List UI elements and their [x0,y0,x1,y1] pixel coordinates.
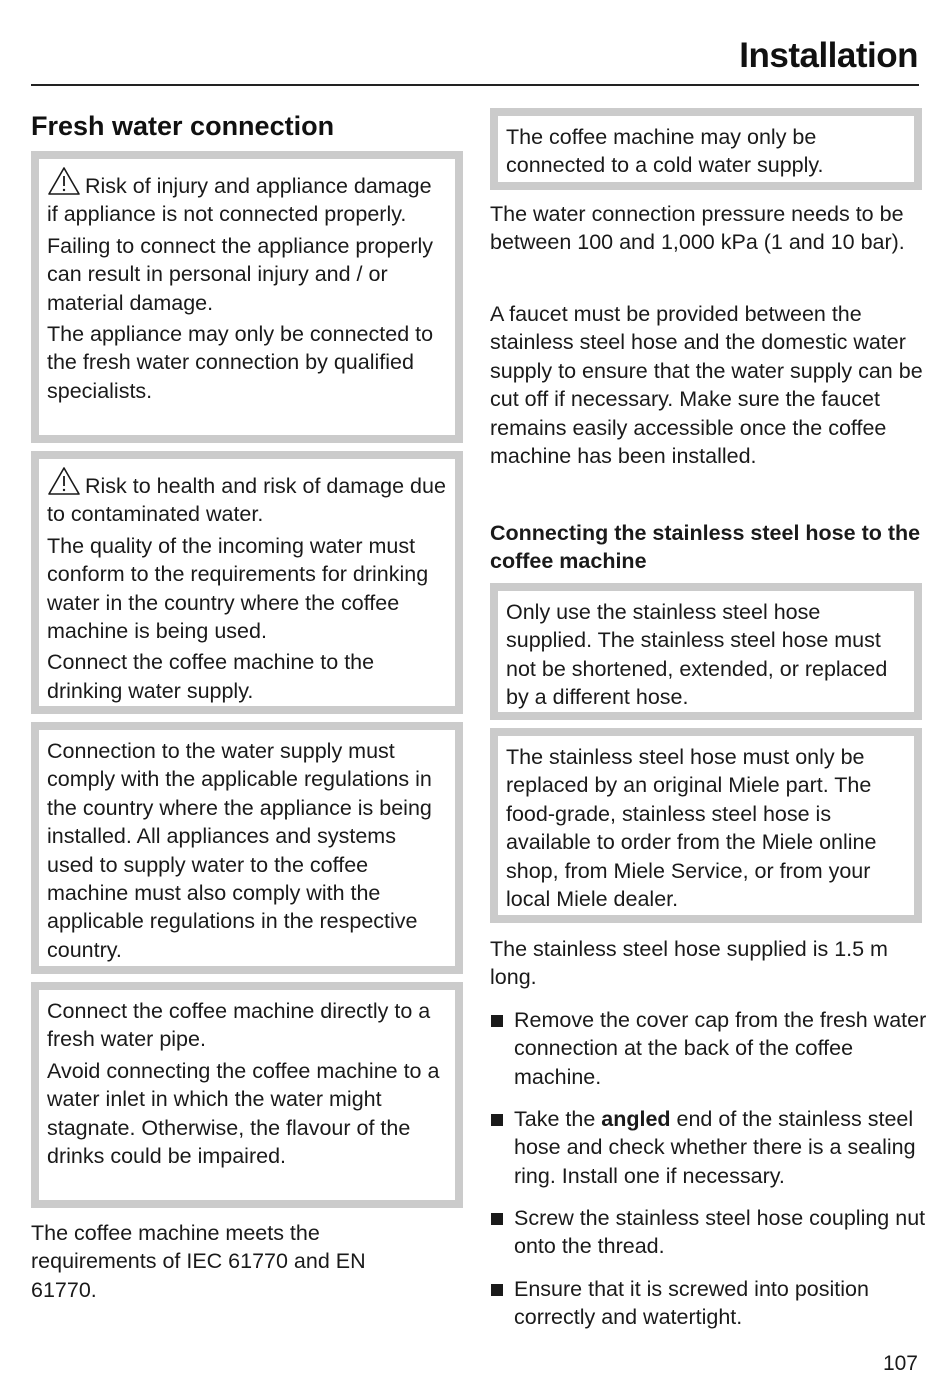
warning-lead [47,166,447,229]
note-box-replace-hose [490,728,922,923]
note-box-cold-water [490,108,922,190]
bullet-square-icon [491,1114,503,1126]
warning-text: The appliance may only be connected to the fresh water connection by qualified specialists. [47,322,434,403]
pressure-paragraph: The water connection pressure needs to be between 100 and 1,000 kPa (1 and 10 bar). [490,202,905,255]
faucet-paragraph: A faucet must be provided between the stainless steel hose and the domestic water supply to ensure that the water supply can be cut off if necessary. Make sure the faucet remains easily accessible once the coffee machine has been installed. [490,302,923,469]
step-text: Ensure that it is screwed into position correctly and watertight. [514,1277,869,1330]
subheading-connecting-hose: Connecting the stainless steel hose to the coffee machine [490,521,921,574]
warning-lead-text: Risk of injury and appliance damage if appliance is not connected properly. [47,174,432,227]
warning-triangle-icon [47,166,85,196]
note-box-regulations [31,722,463,974]
step-text: Remove the cover cap from the fresh water connection at the back of the coffee machine. [514,1008,927,1089]
warning-box-health [31,451,463,714]
note-text: Connection to the water supply must comply with the applicable regulations in the country where the appliance is being installed. All appliances and systems used to supply water to the coffee machine must also comply with the applicable regulations in the respective country. [47,739,432,962]
note-text: Avoid connecting the coffee machine to a water inlet in which the water might stagnate. Otherwise, the flavour of the drinks could be impaired. [47,1058,440,1169]
note-text: Only use the stainless steel hose supplied. The stainless steel hose must not be shortened, extended, or replaced by a different hose. [506,600,888,710]
note-text: The coffee machine may only be connected to a cold water supply. [506,125,824,178]
step-text: Screw the stainless steel hose coupling nut onto the thread. [514,1206,926,1259]
note-text: Connect the coffee machine directly to a fresh water pipe. [47,999,431,1052]
page-title: Installation [739,36,918,75]
warning-lead-text: Risk to health and risk of damage due to contaminated water. [47,474,446,527]
bullet-square-icon [491,1015,503,1027]
warning-box-injury [31,151,463,443]
warning-text: The quality of the incoming water must conform to the requirements for drinking water in the country where the coffee machine is being used. [47,533,429,644]
page-number: 107 [882,1352,918,1375]
step-item [490,1275,930,1332]
step-text-part: end of the stainless steel hose and check whether there is a sealing ring. Install one if necessary. [514,1107,916,1188]
warning-lead [47,466,447,529]
bullet-square-icon [491,1284,503,1296]
step-item [490,1006,930,1091]
warning-text: Failing to connect the appliance properly can result in personal injury and / or material damage. [47,233,434,315]
note-box-supplied-hose [490,583,922,720]
standards-paragraph: The coffee machine meets the requirements of IEC 61770 and EN 61770. [31,1221,366,1302]
warning-triangle-icon [47,466,85,496]
step-item [490,1204,930,1261]
note-text: The stainless steel hose must only be replaced by an original Miele part. The food-grade, stainless steel hose is available to order from the Miele online shop, from Miele Service, or from your local Miele dealer. [506,745,877,912]
step-text-part: Take the [514,1107,602,1131]
step-text-emphasis: angled [601,1107,671,1131]
step-item [490,1105,930,1190]
header-divider [31,84,919,86]
step-text [514,1105,930,1190]
warning-text: Connect the coffee machine to the drinking water supply. [47,650,375,703]
note-box-pipe [31,982,463,1208]
section-title: Fresh water connection [31,111,335,141]
hose-length-paragraph: The stainless steel hose supplied is 1.5 m long. [490,937,888,990]
bullet-square-icon [491,1213,503,1225]
